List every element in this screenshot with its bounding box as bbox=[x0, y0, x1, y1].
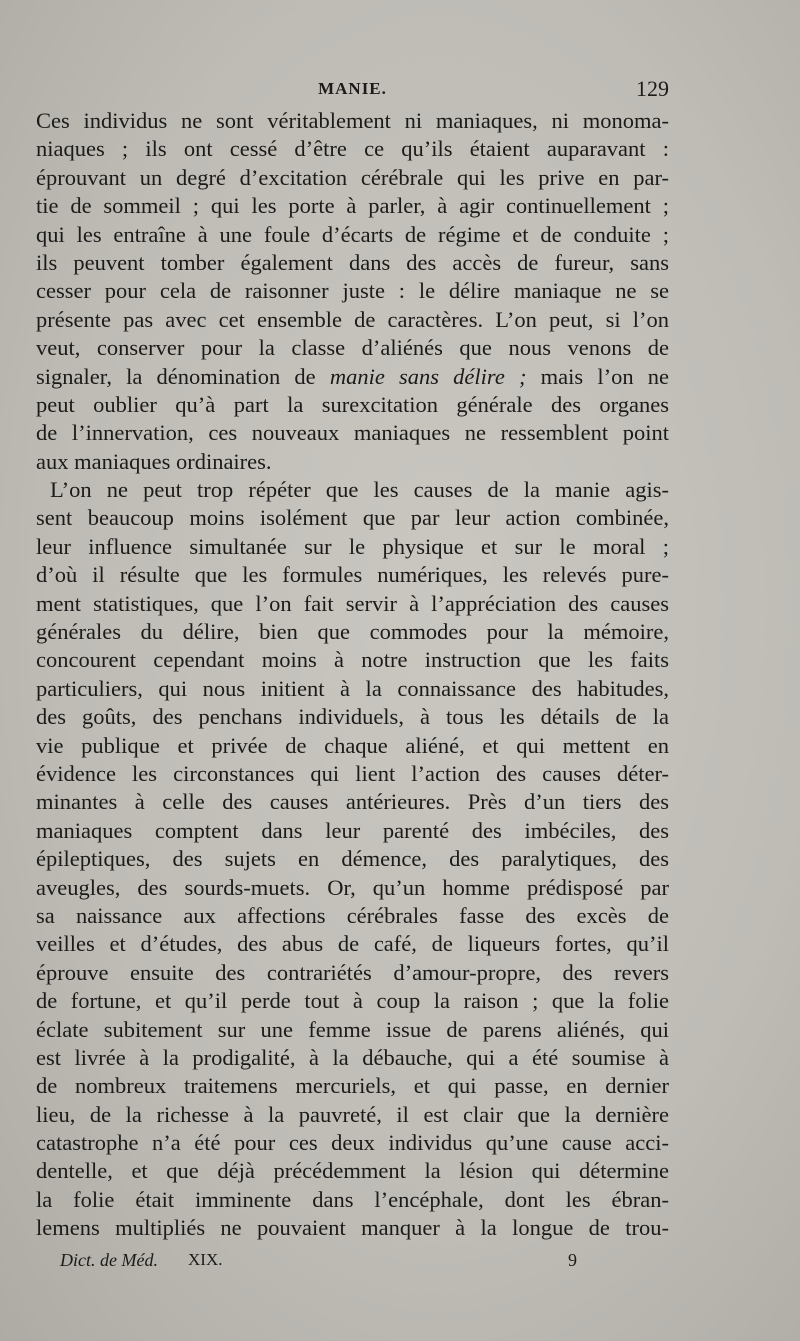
text-line: des goûts, des penchans individuels, à tous les détails de la bbox=[36, 704, 669, 730]
text-line: éclate subitement sur une femme issue de parens aliénés, qui bbox=[36, 1016, 669, 1042]
text-run: mais l’on ne bbox=[526, 363, 669, 389]
text-line: épileptiques, des sujets en démence, des paralytiques, des bbox=[36, 846, 669, 872]
text-line: de fortune, et qu’il perde tout à coup la raison ; que la folie bbox=[36, 988, 669, 1014]
text-line: veilles et d’études, des abus de café, de liqueurs fortes, qu’il bbox=[36, 931, 669, 957]
text-line: L’on ne peut trop répéter que les causes de la manie agis- bbox=[50, 477, 669, 503]
text-line: peut oublier qu’à part la surexcitation générale des organes bbox=[36, 391, 669, 417]
text-line: lieu, de la richesse à la pauvreté, il est clair que la dernière bbox=[36, 1101, 669, 1127]
text-line: cesser pour cela de raisonner juste : le délire maniaque ne se bbox=[36, 278, 669, 304]
text-line: ment statistiques, que l’on fait servir à l’appréciation des causes bbox=[36, 590, 669, 616]
text-line-with-italic bbox=[36, 363, 669, 391]
text-line: présente pas avec cet ensemble de caractères. L’on peut, si l’on bbox=[36, 306, 669, 332]
text-line: catastrophe n’a été pour ces deux individus qu’une cause acci- bbox=[36, 1130, 669, 1156]
paragraph-2 bbox=[36, 476, 669, 1243]
text-line: leur influence simultanée sur le physique et sur le moral ; bbox=[36, 533, 669, 559]
body-text bbox=[36, 107, 669, 1243]
text-line: dentelle, et que déjà précédemment la lésion qui détermine bbox=[36, 1158, 669, 1184]
text-line: la folie était imminente dans l’encéphale, dont les ébran- bbox=[36, 1186, 669, 1212]
text-line: concourent cependant moins à notre instruction que les faits bbox=[36, 647, 669, 673]
text-line: aux maniaques ordinaires. bbox=[36, 448, 272, 474]
text-line: de nombreux traitemens mercuriels, et qui passe, en dernier bbox=[36, 1073, 669, 1099]
running-head: MANIE. bbox=[318, 79, 387, 98]
text-line: lemens multipliés ne pouvaient manquer à la longue de trou- bbox=[36, 1215, 669, 1241]
text-line: sent beaucoup moins isolément que par leur action combinée, bbox=[36, 505, 669, 531]
text-line: ils peuvent tomber également dans des accès de fureur, sans bbox=[36, 249, 669, 275]
text-line: est livrée à la prodigalité, à la débauche, qui a été soumise à bbox=[36, 1044, 669, 1070]
footer-source: Dict. de Méd. bbox=[60, 1250, 158, 1270]
page-number: 129 bbox=[636, 76, 669, 101]
text-line: éprouve ensuite des contrariétés d’amour-propre, des revers bbox=[36, 959, 669, 985]
text-line: évidence les circonstances qui lient l’action des causes déter- bbox=[36, 760, 669, 786]
text-line: niaques ; ils ont cessé d’être ce qu’ils étaient auparavant : bbox=[36, 136, 669, 162]
text-line: sa naissance aux affections cérébrales fasse des excès de bbox=[36, 902, 669, 928]
text-line: tie de sommeil ; qui les porte à parler, à agir continuellement ; bbox=[36, 193, 669, 219]
paragraph-1 bbox=[36, 107, 669, 476]
text-line: minantes à celle des causes antérieures. Près d’un tiers des bbox=[36, 789, 669, 815]
text-line: particuliers, qui nous initient à la connaissance des habitudes, bbox=[36, 675, 669, 701]
text-line: éprouvant un degré d’excitation cérébrale qui les prive en par- bbox=[36, 164, 669, 190]
page-footer bbox=[60, 1250, 620, 1276]
text-line: vie publique et privée de chaque aliéné, et qui mettent en bbox=[36, 732, 669, 758]
italic-phrase: manie sans délire ; bbox=[329, 363, 527, 389]
text-line: générales du délire, bien que commodes pour la mémoire, bbox=[36, 619, 669, 645]
text-line: aveugles, des sourds-muets. Or, qu’un homme prédisposé par bbox=[36, 874, 669, 900]
text-line: veut, conserver pour la classe d’aliénés que nous venons de bbox=[36, 335, 669, 361]
signature-mark: 9 bbox=[568, 1250, 577, 1270]
text-run: signaler, la dénomination de bbox=[36, 363, 330, 389]
text-line: de l’innervation, ces nouveaux maniaques ne ressemblent point bbox=[36, 420, 669, 446]
text-line: d’où il résulte que les formules numériques, les relevés pure- bbox=[36, 562, 669, 588]
footer-volume: XIX. bbox=[188, 1250, 223, 1269]
text-line: qui les entraîne à une foule d’écarts de régime et de conduite ; bbox=[36, 221, 669, 247]
text-line: maniaques comptent dans leur parenté des imbéciles, des bbox=[36, 817, 669, 843]
page-header bbox=[36, 76, 669, 104]
text-line: Ces individus ne sont véritablement ni maniaques, ni monoma- bbox=[36, 108, 669, 133]
